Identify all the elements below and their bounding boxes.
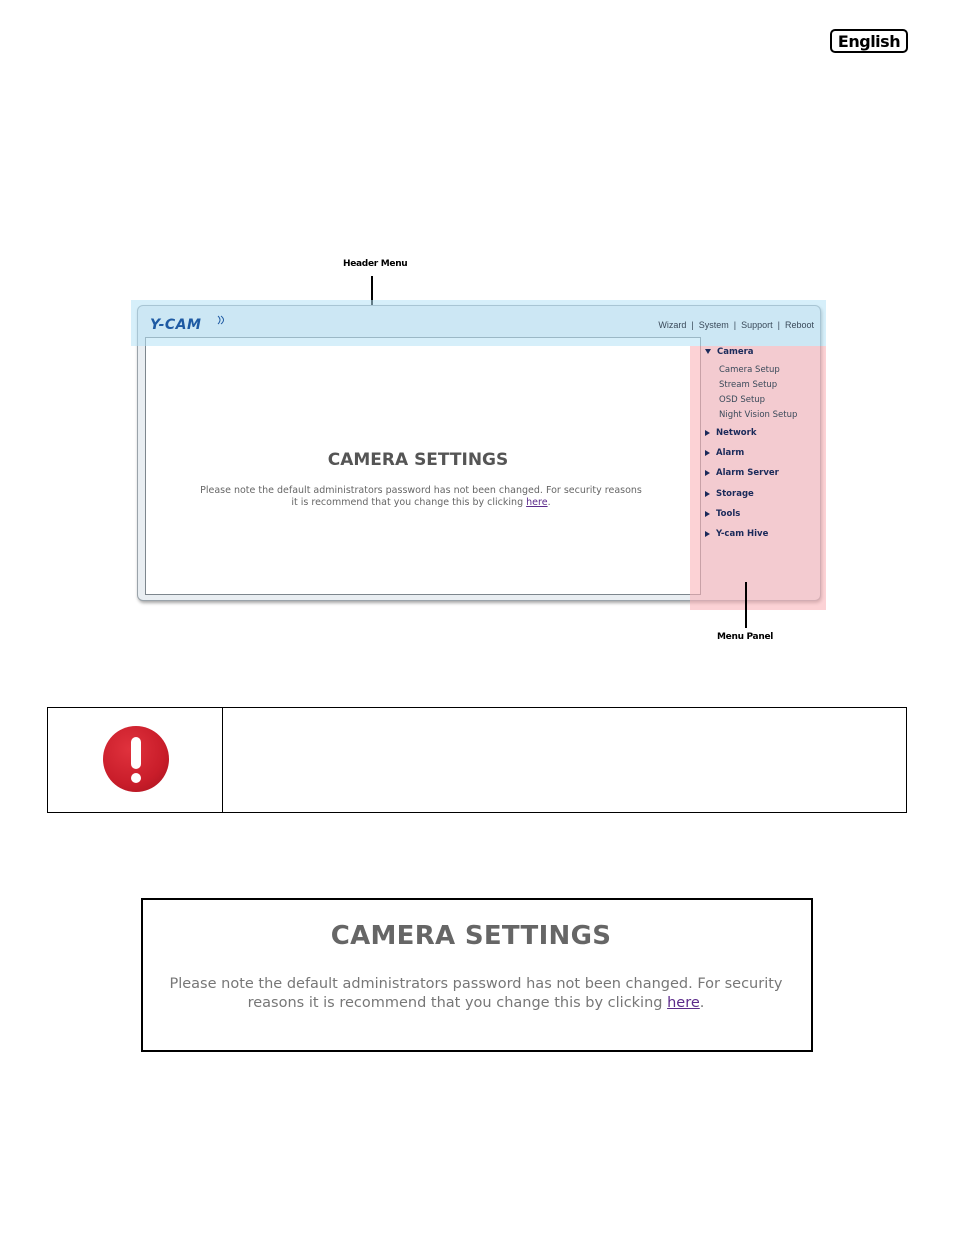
callout-note-end: .	[699, 995, 705, 1011]
ycam-logo: Y-CAM	[150, 317, 202, 333]
menu-section-alarm[interactable]	[705, 448, 744, 458]
menu-item-stream-setup[interactable]: Stream Setup	[719, 380, 778, 390]
callout-note-line2-wrap	[150, 994, 802, 1013]
menu-section-label: Storage	[716, 489, 754, 499]
warning-table-divider	[222, 707, 223, 813]
screenshot-password-note	[200, 485, 642, 509]
note-text: Please note the default administrators password has not been changed. For security reasons it is recommend that you change this by clicking	[200, 485, 642, 508]
menu-section-ycam-hive[interactable]	[705, 529, 768, 539]
collapsed-arrow-icon	[705, 531, 710, 537]
collapsed-arrow-icon	[705, 450, 710, 456]
menu-section-tools[interactable]	[705, 509, 740, 519]
menu-section-label: Alarm Server	[716, 468, 779, 478]
collapsed-arrow-icon	[705, 470, 710, 476]
menu-item-osd-setup[interactable]: OSD Setup	[719, 395, 766, 405]
callout-change-password-link[interactable]: here	[667, 995, 700, 1011]
header-menu-annotation: Header Menu	[343, 259, 408, 269]
menu-section-label: Alarm	[716, 448, 745, 458]
wireless-icon	[216, 315, 228, 325]
header-separator: |	[733, 320, 737, 330]
menu-item-night-vision-setup[interactable]: Night Vision Setup	[719, 410, 798, 420]
header-separator: |	[691, 320, 694, 330]
header-separator: |	[777, 320, 780, 330]
menu-item-camera-setup[interactable]: Camera Setup	[719, 365, 780, 375]
collapsed-arrow-icon	[705, 491, 710, 497]
header-menu-system[interactable]: System	[698, 320, 729, 330]
menu-section-storage[interactable]	[705, 489, 754, 499]
menu-panel-pointer	[745, 582, 747, 628]
callout-password-note	[150, 975, 802, 1013]
menu-section-camera[interactable]	[705, 347, 754, 357]
collapsed-arrow-icon	[705, 511, 710, 517]
menu-section-alarm-server[interactable]	[705, 468, 779, 478]
header-menu-reboot[interactable]: Reboot	[784, 320, 814, 330]
callout-title: CAMERA SETTINGS	[330, 921, 612, 951]
note-end: .	[547, 497, 551, 508]
header-menu-support[interactable]: Support	[741, 320, 773, 330]
language-badge: English	[830, 29, 908, 53]
menu-section-label: Tools	[716, 509, 741, 519]
exclamation-dot	[131, 773, 141, 783]
menu-section-label: Camera	[717, 347, 754, 357]
callout-note-line2: reasons it is recommend that you change this by clicking	[247, 995, 663, 1011]
menu-panel-annotation: Menu Panel	[717, 632, 774, 642]
expanded-arrow-icon	[705, 349, 711, 354]
menu-section-network[interactable]	[705, 428, 756, 438]
exclamation-bar	[131, 737, 141, 769]
menu-section-label: Network	[716, 428, 757, 438]
menu-section-label: Y-cam Hive	[716, 529, 769, 539]
collapsed-arrow-icon	[705, 430, 710, 436]
callout-note-line1: Please note the default administrators password has not been changed. For security	[169, 976, 783, 992]
exclamation-circle-icon	[103, 726, 169, 792]
screenshot-page-title: CAMERA SETTINGS	[327, 450, 509, 470]
warning-table	[47, 707, 907, 813]
header-menu	[658, 320, 814, 330]
change-password-link[interactable]: here	[526, 497, 548, 508]
header-menu-wizard[interactable]: Wizard	[658, 320, 687, 330]
